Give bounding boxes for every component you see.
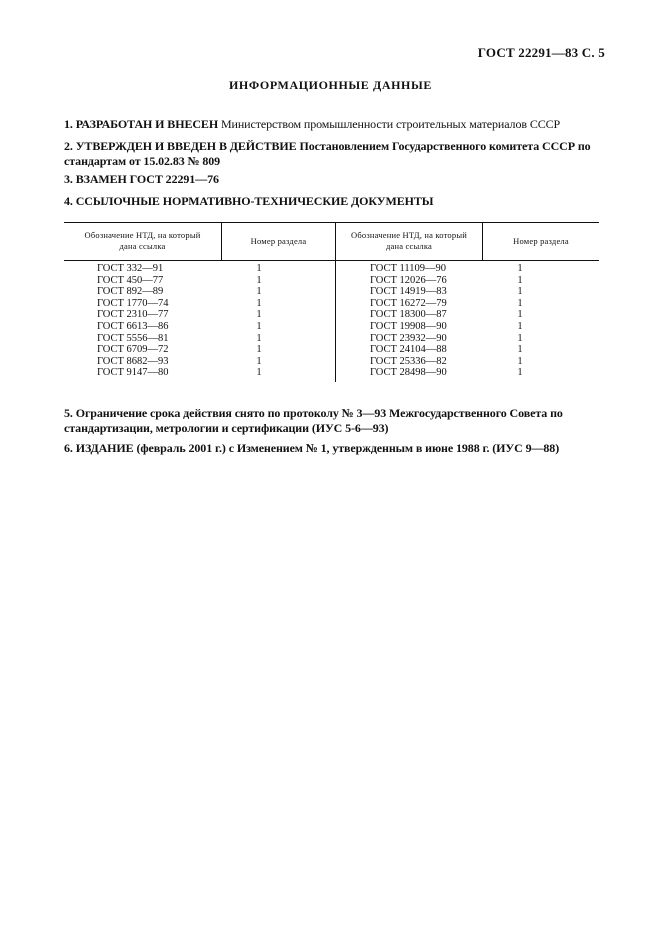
info-item-4: [64, 194, 606, 209]
info-item-6: [64, 441, 606, 456]
header-section-right: Номер раздела: [513, 236, 569, 246]
right-doc-column: [370, 263, 447, 379]
table-cell-doc: ГОСТ 6613—86: [97, 320, 169, 332]
item-lead: ССЫЛОЧНЫЕ НОРМАТИВНО-ТЕХНИЧЕСКИЕ ДОКУМЕНТЫ: [75, 194, 434, 208]
item-text: Ограничение срока действия снято по протоколу № 3—93 Межгосударственного Совета по стандартизации, метрологии и сертификации (ИУС 5-6—93): [64, 406, 563, 435]
table-cell-doc: ГОСТ 9147—80: [97, 367, 169, 379]
table-cell-doc: ГОСТ 332—91: [97, 263, 164, 274]
left-section-column: [244, 263, 274, 379]
table-cell-section: 1: [256, 320, 262, 332]
table-cell-doc: ГОСТ 5556—81: [97, 332, 169, 344]
right-section-column: [505, 263, 535, 379]
item-lead: ВЗАМЕН ГОСТ 22291—76: [75, 172, 219, 186]
table-cell-section: 1: [517, 286, 523, 298]
table-cell-section: 1: [517, 344, 523, 356]
table-cell-doc: ГОСТ 18300—87: [370, 309, 447, 321]
table-cell-section: 1: [517, 332, 523, 344]
table-cell-section: 1: [517, 367, 523, 379]
header-text: дана ссылка: [119, 241, 166, 251]
table-cell-doc: ГОСТ 28498—90: [370, 367, 447, 379]
table-header-rule: [64, 260, 599, 261]
table-cell-section: 1: [256, 367, 262, 379]
table-cell-doc: ГОСТ 450—77: [97, 274, 164, 286]
item-number: 6.: [64, 441, 73, 455]
table-cell-section: 1: [517, 309, 523, 321]
table-cell-doc: ГОСТ 25336—82: [370, 355, 447, 367]
table-cell-section: 1: [256, 309, 262, 321]
header-designation-right: [336, 230, 482, 252]
table-cell-section: 1: [256, 263, 262, 274]
table-cell-doc: ГОСТ 1770—74: [97, 297, 169, 309]
table-cell-section: 1: [256, 297, 262, 309]
table-cell-section: 1: [517, 274, 523, 286]
page-title: ИНФОРМАЦИОННЫЕ ДАННЫЕ: [229, 78, 432, 92]
header-text: Обозначение НТД, на который: [84, 230, 201, 240]
header-text: дана ссылка: [385, 241, 433, 251]
table-cell-doc: ГОСТ 19908—90: [370, 320, 447, 332]
table-cell-section: 1: [256, 274, 262, 286]
table-cell-doc: ГОСТ 14919—83: [370, 286, 447, 298]
left-doc-column: [97, 263, 169, 379]
table-cell-doc: ГОСТ 2310—77: [97, 309, 169, 321]
table-cell-doc: ГОСТ 892—89: [97, 286, 164, 298]
item-text: Министерством промышленности строительных материалов СССР: [218, 117, 561, 131]
table-cell-section: 1: [256, 355, 262, 367]
references-table: [64, 222, 599, 382]
table-cell-section: 1: [517, 263, 523, 274]
item-lead: РАЗРАБОТАН И ВНЕСЕН: [75, 117, 219, 131]
item-number: 5.: [64, 406, 73, 420]
item-number: 4.: [64, 194, 73, 208]
table-cell-section: 1: [256, 344, 262, 356]
table-cell-doc: ГОСТ 12026—76: [370, 274, 447, 286]
table-cell-doc: ГОСТ 16272—79: [370, 297, 447, 309]
header-section-left: Номер раздела: [250, 236, 307, 246]
item-lead: УТВЕРЖДЕН И ВВЕДЕН В ДЕЙСТВИЕ: [75, 139, 297, 153]
table-top-rule: [64, 222, 599, 223]
page-header-ref: ГОСТ 22291—83 С. 5: [477, 45, 605, 60]
table-cell-section: 1: [517, 320, 523, 332]
item-text: Постановлением Государственного комитета СССР по стандартам от 15.02.83 № 809: [64, 139, 591, 168]
header-text: Обозначение НТД, на который: [351, 230, 467, 240]
table-cell-section: 1: [256, 286, 262, 298]
table-cell-section: 1: [517, 355, 523, 367]
header-designation-left: [64, 230, 221, 252]
item-text: ИЗДАНИЕ (февраль 2001 г.) с Изменением № 1, утвержденным в июне 1988 г. (ИУС 9—88): [75, 441, 560, 455]
info-item-5: [64, 406, 606, 436]
table-cell-doc: ГОСТ 8682—93: [97, 355, 169, 367]
table-cell-doc: ГОСТ 24104—88: [370, 344, 447, 356]
table-cell-section: 1: [517, 297, 523, 309]
table-cell-doc: ГОСТ 11109—90: [370, 263, 447, 274]
item-number: 3.: [64, 172, 73, 186]
table-cell-doc: ГОСТ 23932—90: [370, 332, 447, 344]
item-number: 2.: [64, 139, 73, 153]
info-item-2: [64, 139, 606, 169]
table-cell-doc: ГОСТ 6709—72: [97, 344, 169, 356]
info-item-3: [64, 172, 606, 187]
item-number: 1.: [64, 117, 73, 131]
info-item-1: [64, 117, 606, 132]
table-cell-section: 1: [256, 332, 262, 344]
